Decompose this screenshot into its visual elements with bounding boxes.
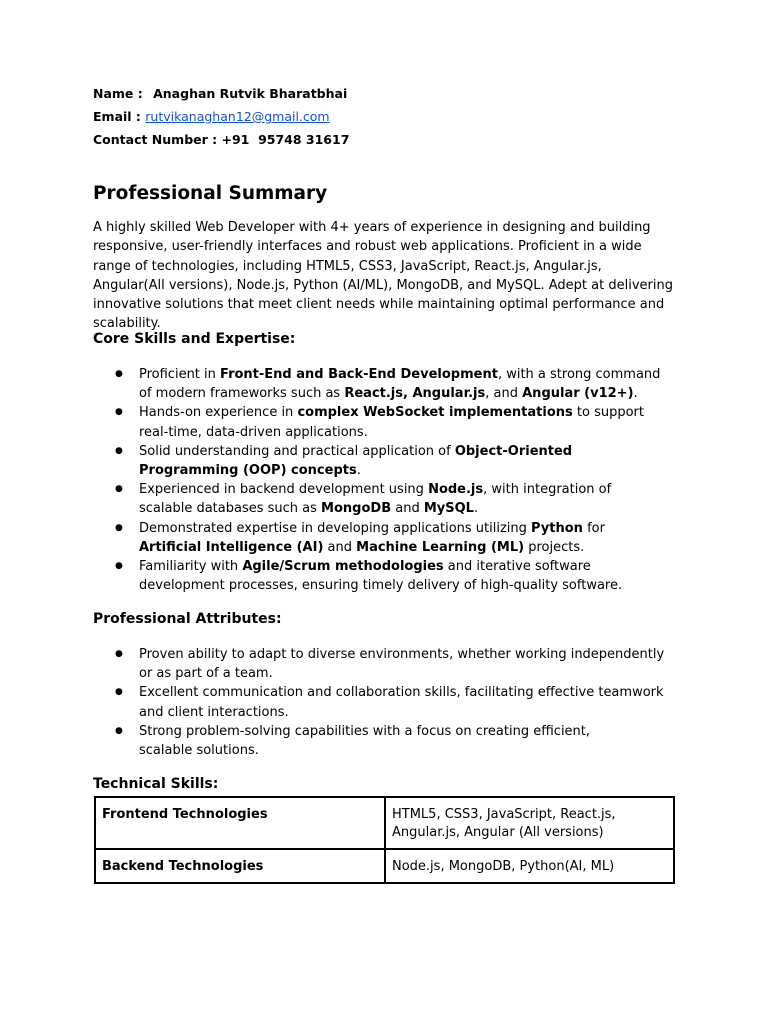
text-run: real-time, data-driven applications. <box>139 424 368 440</box>
list-item <box>93 442 683 480</box>
text-run: scalable databases such as <box>139 501 322 517</box>
core-skills-list <box>93 365 683 595</box>
attributes-list <box>93 645 683 760</box>
summary-heading: Professional Summary <box>93 183 328 204</box>
list-item <box>93 403 683 441</box>
list-item-text <box>139 480 683 518</box>
bold-text: Node.js <box>428 482 484 498</box>
technical-skills-heading: Technical Skills: <box>93 776 219 792</box>
email-line <box>93 107 349 130</box>
text-run: Proficient in <box>139 367 221 382</box>
skill-value: HTML5, CSS3, JavaScript, React.js, Angular.js, Angular (All versions) <box>385 797 674 849</box>
phone-value: +91 95748 31617 <box>221 132 350 147</box>
bold-text: Python <box>531 520 583 536</box>
phone-label: Contact Number : <box>93 132 218 147</box>
text-run: Experienced in backend development using <box>139 482 429 498</box>
text-run: scalable solutions. <box>139 743 259 759</box>
list-item-text <box>139 683 683 721</box>
list-item-text <box>139 519 683 557</box>
text-run: projects. <box>524 539 585 555</box>
text-run: and <box>391 501 424 517</box>
list-item-text <box>139 403 683 441</box>
list-item <box>93 519 683 557</box>
text-run: , with integration of <box>483 482 612 498</box>
text-run: of modern frameworks such as <box>139 386 345 402</box>
text-run: Proven ability to adapt to diverse environments, whether working independently <box>139 647 665 662</box>
list-item-text <box>139 365 683 403</box>
text-run: . <box>473 501 479 517</box>
list-item <box>93 557 683 595</box>
skill-category: Backend Technologies <box>95 849 385 883</box>
list-item <box>93 645 683 683</box>
text-run: and <box>323 539 357 555</box>
phone-line <box>93 130 349 153</box>
bold-text: Object-Oriented <box>454 443 573 459</box>
name-label: Name : <box>93 86 143 101</box>
text-run: Hands-on experience in <box>139 405 298 421</box>
bold-text: MySQL <box>423 501 474 517</box>
list-item-text <box>139 722 683 760</box>
name-value: Anaghan Rutvik Bharatbhai <box>153 86 348 101</box>
text-run: Solid understanding and practical application of <box>139 443 455 459</box>
bold-text: Artificial Intelligence (AI) <box>139 539 324 555</box>
text-run: for <box>582 520 605 536</box>
text-run: Excellent communication and collaboration skills, facilitating effective teamwork <box>139 685 664 701</box>
name-line <box>93 84 349 107</box>
text-run: . <box>356 463 361 479</box>
bold-text: Agile/Scrum methodologies <box>242 559 444 575</box>
bold-text: complex WebSocket implementations <box>297 405 573 421</box>
bold-text: Angular (v12+) <box>522 386 634 402</box>
list-item-text <box>139 645 683 683</box>
list-item <box>93 683 683 721</box>
text-run: to support <box>572 405 644 421</box>
bold-text: Machine Learning (ML) <box>356 539 525 555</box>
summary-text: A highly skilled Web Developer with 4+ years of experience in designing and building responsive, user-friendly interfaces and robust web applications. Proficient in a wide range of technologies, including HTML5, CSS3, JavaScript, React.js, Angular.js, Angular(All versions), Node.js, Python (AI/ML), MongoDB, and MySQL. Adept at delivering innovative solutions that meet client needs while maintaining optimal performance and scalability. <box>93 220 673 332</box>
bold-text: MongoDB <box>321 501 392 517</box>
core-skills-heading: Core Skills and Expertise: <box>93 331 296 347</box>
skill-value: Node.js, MongoDB, Python(AI, ML) <box>385 849 674 883</box>
attributes-heading: Professional Attributes: <box>93 611 282 627</box>
list-item-text <box>139 442 683 480</box>
list-item <box>93 722 683 760</box>
text-run: and client interactions. <box>139 704 289 720</box>
text-run: Familiarity with <box>139 559 243 575</box>
list-item <box>93 480 683 518</box>
contact-block <box>93 84 349 153</box>
bold-text: React.js, Angular.js <box>344 386 486 402</box>
bold-text: Front-End and Back-End Development <box>220 367 498 382</box>
text-run: Demonstrated expertise in developing applications utilizing <box>139 520 532 536</box>
text-run: . <box>633 386 638 402</box>
text-run: development processes, ensuring timely delivery of high-quality software. <box>139 578 623 594</box>
list-item-text <box>139 557 683 595</box>
text-run: or as part of a team. <box>139 666 273 682</box>
email-label: Email : <box>93 109 141 124</box>
skill-category: Frontend Technologies <box>95 797 385 849</box>
text-run: , with a strong command <box>497 367 661 382</box>
table-row <box>95 849 674 883</box>
text-run: , and <box>485 386 523 402</box>
text-run: Strong problem-solving capabilities with a focus on creating efficient, <box>139 723 591 739</box>
text-run: and iterative software <box>443 559 591 575</box>
email-link[interactable]: rutvikanaghan12@gmail.com <box>145 109 330 124</box>
list-item <box>93 365 683 403</box>
technical-skills-table <box>94 796 675 884</box>
bold-text: Programming (OOP) concepts <box>139 463 357 479</box>
table-row <box>95 797 674 849</box>
